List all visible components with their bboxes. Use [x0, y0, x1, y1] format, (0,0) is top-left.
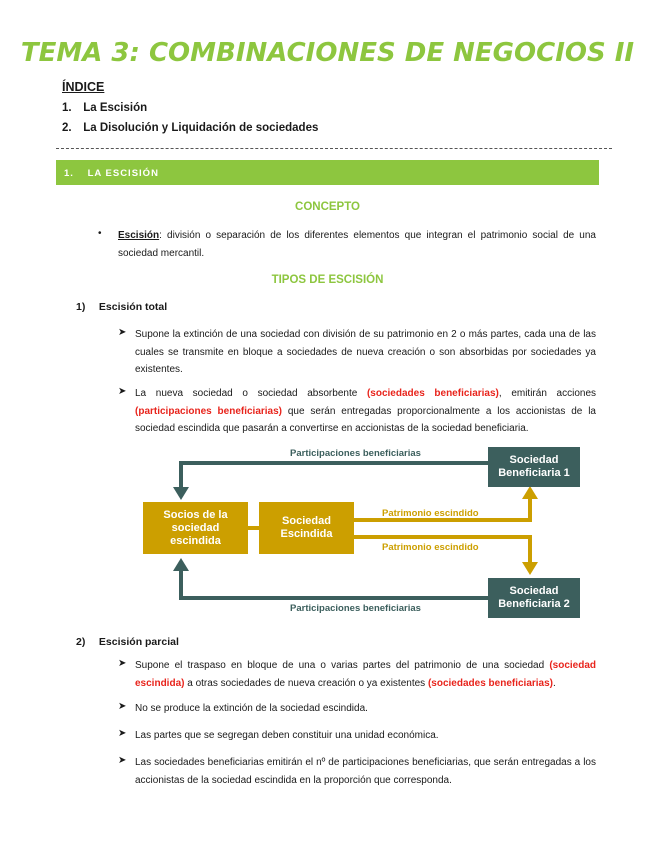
label-patrimonio-top: Patrimonio escindido — [382, 508, 479, 519]
label-participaciones-bottom: Participaciones beneficiarias — [290, 603, 421, 614]
box-beneficiaria-1: Sociedad Beneficiaria 1 — [488, 447, 580, 487]
index-item[interactable] — [62, 102, 318, 122]
arrow-bullet-icon: ➤ — [118, 658, 127, 669]
arrow-bullet-icon: ➤ — [118, 728, 127, 739]
participaciones-bottom-arrowhead — [173, 558, 189, 571]
patrimonio-bottom-arrowhead — [522, 562, 538, 575]
label-participaciones-top: Participaciones beneficiarias — [290, 448, 421, 459]
index-item-number: 1. — [62, 102, 72, 114]
page-title: TEMA 3: COMBINACIONES DE NEGOCIOS II — [20, 38, 635, 68]
patrimonio-top-arrowhead — [522, 486, 538, 499]
participaciones-bottom-line — [181, 568, 488, 598]
total-paragraph-2 — [135, 385, 596, 438]
arrow-bullet-icon: ➤ — [118, 755, 127, 766]
total-label: Escisión total — [98, 301, 168, 313]
parcial-paragraph-1 — [135, 657, 596, 692]
box-sociedad-escindida: Sociedad Escindida — [259, 502, 354, 554]
text-segment: , emitirán acciones — [498, 388, 597, 399]
box-beneficiaria-2: Sociedad Beneficiaria 2 — [488, 578, 580, 618]
index-list — [62, 102, 318, 142]
arrow-bullet-icon: ➤ — [118, 386, 127, 397]
text-segment: Supone el traspaso en bloque de una o varias partes del patrimonio de una sociedad — [135, 660, 550, 671]
text-segment: La nueva sociedad o sociedad absorbente — [135, 388, 367, 399]
index-item-label: La Disolución y Liquidación de sociedades — [83, 122, 319, 134]
parcial-heading — [76, 636, 179, 648]
participaciones-top-line — [181, 463, 488, 490]
concepto-text: : división o separación de los diferentes elementos que integran el patrimonio social de una sociedad mercantil. — [118, 230, 596, 259]
section-number: 1. — [64, 168, 74, 179]
concepto-paragraph — [118, 227, 596, 262]
participaciones-top-arrowhead — [173, 487, 189, 500]
index-item-number: 2. — [62, 122, 72, 134]
label-patrimonio-bottom: Patrimonio escindido — [382, 542, 479, 553]
highlight-sociedad-escindida: (sociedad escindida) — [135, 660, 596, 689]
parcial-label: Escisión parcial — [98, 636, 179, 648]
parcial-paragraph-4: Las sociedades beneficiarias emitirán el nº de participaciones beneficiarias, que serán entregadas a los accionistas de la sociedad escindida en la proporción que corresponda. — [135, 757, 596, 786]
dashed-divider — [56, 148, 612, 149]
text-segment: . — [553, 677, 556, 689]
text-segment: a otras sociedades de nueva creación o ya existentes — [184, 677, 428, 689]
index-item[interactable] — [62, 122, 318, 142]
bullet-dot-icon: • — [98, 228, 102, 239]
highlight-sociedades-beneficiarias: (sociedades beneficiarias) — [427, 677, 554, 689]
highlight-sociedades-beneficiarias: (sociedades beneficiarias) — [366, 388, 499, 399]
text-segment: que serán entregadas proporcionalmente a los accionistas de la sociedad escindida que pasarán a convertirse en accionistas de la sociedad beneficiaria. — [135, 405, 596, 434]
section-label: LA ESCISIÓN — [87, 168, 159, 179]
section-header — [56, 160, 599, 185]
concepto-heading: CONCEPTO — [295, 201, 360, 213]
parcial-paragraph-2: No se produce la extinción de la sociedad escindida. — [135, 703, 368, 714]
index-heading: ÍNDICE — [62, 80, 105, 94]
total-number: 1) — [76, 301, 86, 313]
tipos-heading: TIPOS DE ESCISIÓN — [271, 274, 384, 286]
parcial-number: 2) — [76, 636, 86, 648]
parcial-paragraph-3: Las partes que se segregan deben constituir una unidad económica. — [135, 730, 439, 741]
total-paragraph-1: Supone la extinción de una sociedad con división de su patrimonio en 2 o más partes, cada una de las cuales se transmite en bloque a sociedades de nueva creación o son absorbidas por sociedades ya existentes. — [135, 329, 596, 375]
index-item-label: La Escisión — [83, 102, 148, 114]
box-socios-escindida: Socios de la sociedad escindida — [143, 502, 248, 554]
concepto-term: Escisión — [118, 230, 160, 241]
total-heading — [76, 301, 167, 313]
arrow-bullet-icon: ➤ — [118, 701, 127, 712]
arrow-bullet-icon: ➤ — [118, 327, 127, 338]
highlight-participaciones-beneficiarias: (participaciones beneficiarias) — [135, 405, 283, 417]
